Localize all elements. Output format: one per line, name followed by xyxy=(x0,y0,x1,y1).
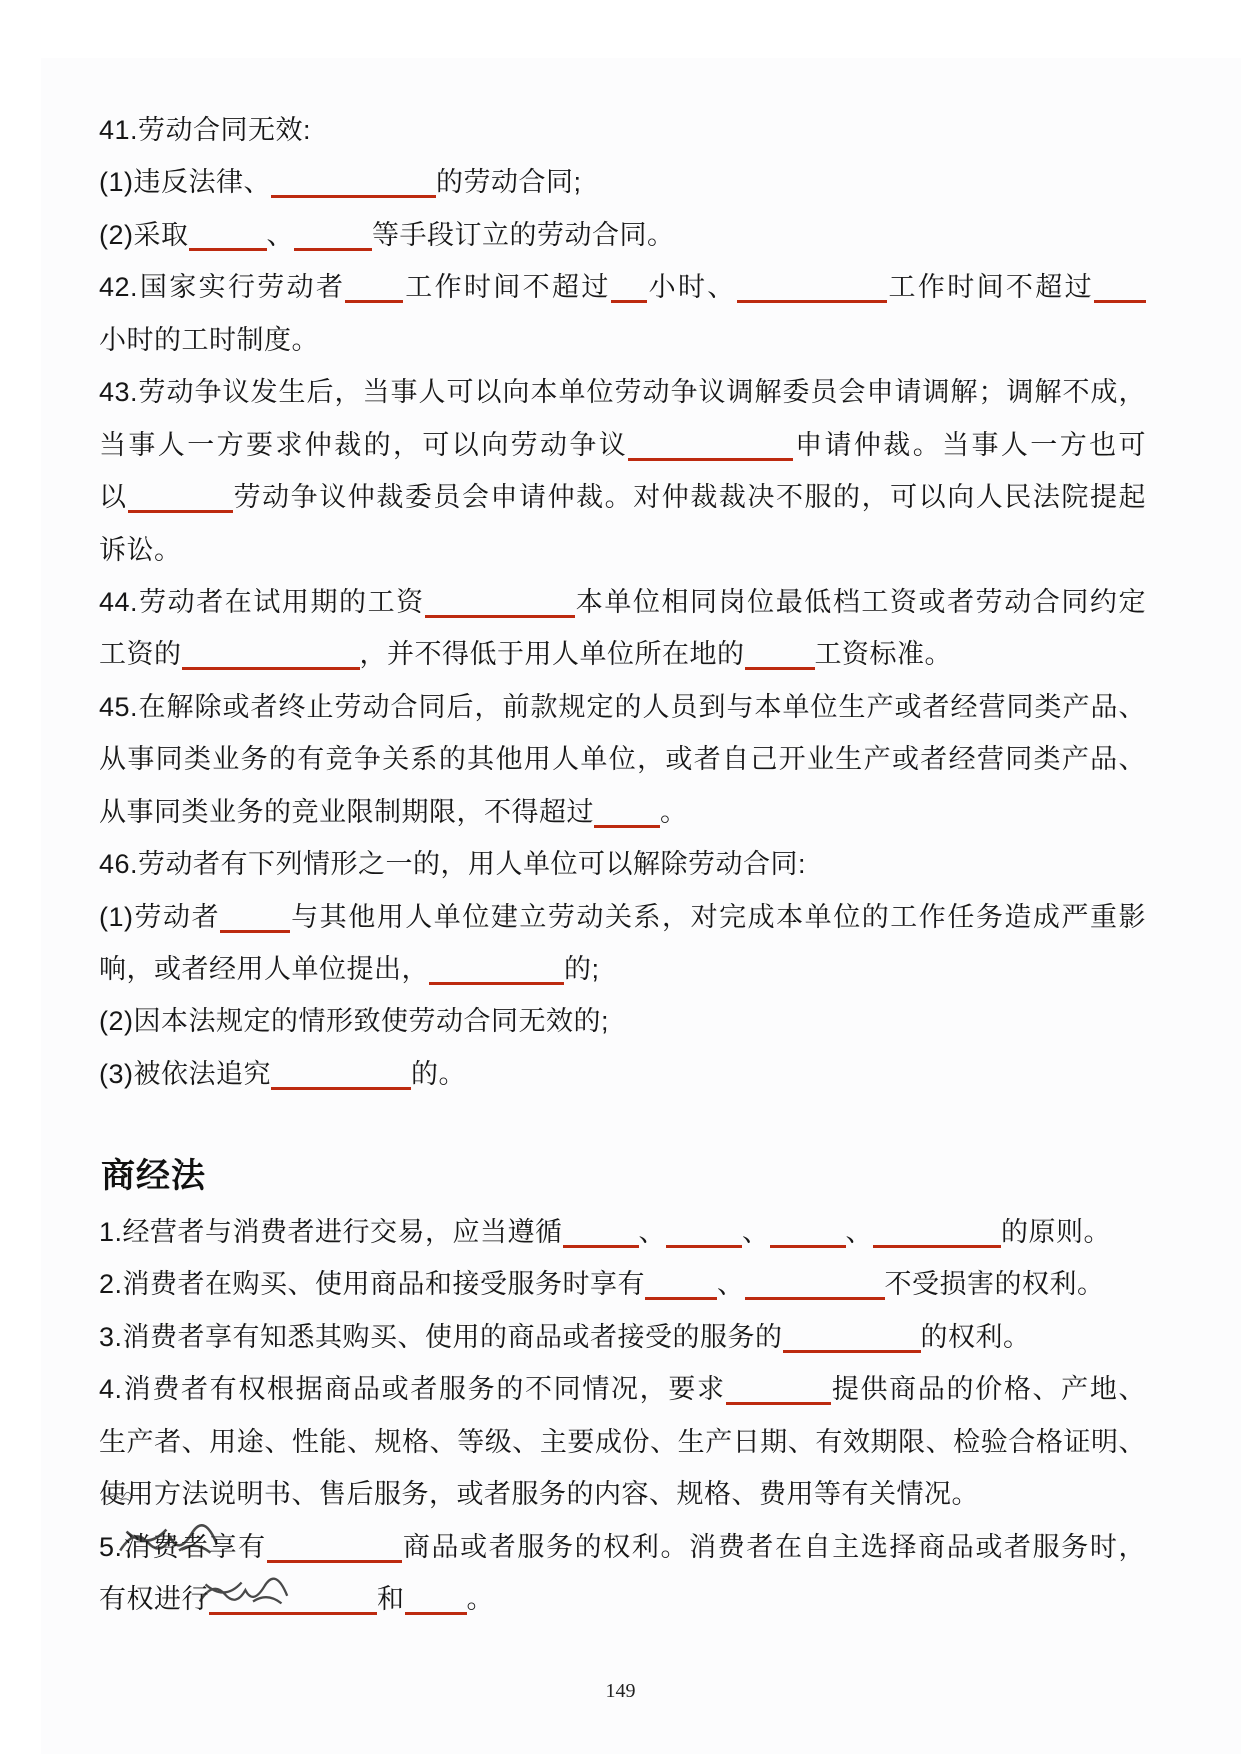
blank-underline xyxy=(873,1225,1001,1248)
text-line xyxy=(99,838,1146,890)
text-run: (2)采取 xyxy=(99,219,189,250)
text-run: 、 xyxy=(266,219,294,250)
blank-underline xyxy=(294,228,372,251)
text-line xyxy=(99,419,1146,471)
text-run: 与其他用人单位建立劳动关系，对完成本单位的工作任务造成严重影 xyxy=(290,901,1147,932)
text-line xyxy=(99,524,1146,576)
text-line xyxy=(99,786,1146,838)
text-run: (2)因本法规定的情形致使劳动合同无效的; xyxy=(99,1006,609,1037)
text-line xyxy=(99,471,1146,523)
text-line xyxy=(99,628,1146,680)
text-run: 4.消费者有权根据商品或者服务的不同情况，要求 xyxy=(99,1374,726,1405)
text-run: 小时的工时制度。 xyxy=(99,324,319,355)
text-run: 申请仲裁。当事人一方也可 xyxy=(793,429,1147,460)
blank-underline xyxy=(594,805,660,828)
text-run: 和 xyxy=(377,1584,405,1615)
text-run: 、 xyxy=(638,1217,667,1247)
text-line xyxy=(99,1048,1146,1100)
text-line xyxy=(99,891,1146,943)
text-line xyxy=(99,1311,1146,1363)
text-run: (1)违反法律、 xyxy=(99,167,271,198)
text-line xyxy=(99,366,1146,418)
text-run: 从事同类业务的竞业限制期限，不得超过 xyxy=(99,796,594,827)
blank-underline xyxy=(271,175,436,198)
blank-underline xyxy=(745,1277,885,1300)
text-run: 42.国家实行劳动者 xyxy=(99,272,346,303)
text-run: 诉讼。 xyxy=(99,534,182,565)
text-line xyxy=(99,576,1146,628)
blank-underline xyxy=(405,1592,467,1615)
text-run: 工资的 xyxy=(99,639,182,670)
text-line xyxy=(99,1573,1146,1625)
text-line xyxy=(99,314,1146,366)
blank-underline xyxy=(745,647,815,670)
text-run: 生产者、用途、性能、规格、等级、主要成份、生产日期、有效期限、检验合格证明、 xyxy=(99,1426,1146,1457)
blank-underline xyxy=(345,280,403,303)
text-line xyxy=(99,1363,1146,1415)
text-run: 的; xyxy=(564,954,600,984)
text-run: 1.经营者与消费者进行交易，应当遵循 xyxy=(99,1217,563,1247)
text-line xyxy=(99,261,1146,313)
text-run: 工作时间不超过 xyxy=(886,272,1094,303)
text-run: 的。 xyxy=(411,1058,466,1089)
blank-underline xyxy=(628,438,793,461)
text-line xyxy=(99,1416,1146,1468)
blank-underline xyxy=(666,1225,742,1248)
text-run: (3)被依法追究 xyxy=(99,1058,271,1089)
text-run: 5.消费者享有 xyxy=(99,1531,267,1562)
blank-underline xyxy=(783,1330,921,1353)
text-run: 、 xyxy=(742,1217,770,1247)
text-line xyxy=(99,1468,1146,1520)
text-run: 的权利。 xyxy=(920,1321,1031,1352)
blank-underline xyxy=(128,490,233,513)
text-line xyxy=(99,995,1146,1047)
text-line xyxy=(99,156,1146,208)
text-run: 劳动争议仲裁委员会申请仲裁。对仲裁裁决不服的，可以向人民法院提起 xyxy=(232,482,1146,513)
blank-underline xyxy=(770,1225,846,1248)
text-line xyxy=(99,943,1146,995)
text-run: 不受损害的权利。 xyxy=(884,1269,1105,1300)
text-line xyxy=(99,104,1146,156)
text-run: 当事人一方要求仲裁的，可以向劳动争议 xyxy=(99,429,629,460)
blank-underline xyxy=(645,1277,717,1300)
text-run: 有权进行 xyxy=(99,1584,209,1615)
text-run: ，并不得低于用人单位所在地的 xyxy=(359,639,745,670)
text-run: 46.劳动者有下列情形之一的，用人单位可以解除劳动合同: xyxy=(99,849,807,880)
blank-underline xyxy=(425,595,575,618)
text-run: 本单位相同岗位最低档工资或者劳动合同约定 xyxy=(574,586,1146,617)
text-run: 41.劳动合同无效: xyxy=(99,115,312,145)
text-run: 商品或者服务的权利。消费者在自主选择商品或者服务时， xyxy=(401,1531,1146,1562)
blank-underline xyxy=(563,1225,639,1248)
text-run: 的原则。 xyxy=(1001,1217,1112,1247)
blank-underline xyxy=(611,280,647,303)
text-run: 工作时间不超过 xyxy=(403,272,611,303)
text-run: 2.消费者在购买、使用商品和接受服务时享有 xyxy=(99,1269,646,1300)
text-run: 以 xyxy=(99,482,128,513)
blank-underline xyxy=(1094,280,1146,303)
text-run: 43.劳动争议发生后，当事人可以向本单位劳动争议调解委员会申请调解；调解不成， xyxy=(99,377,1146,408)
labor-law-questions-section xyxy=(99,104,1146,1100)
text-run: 的劳动合同; xyxy=(436,167,582,198)
text-run: 45.在解除或者终止劳动合同后，前款规定的人员到与本单位生产或者经营同类产品、 xyxy=(99,691,1146,722)
text-line xyxy=(99,1258,1146,1310)
text-line xyxy=(99,1206,1146,1258)
text-run: 小时、 xyxy=(646,272,737,303)
text-run: 、 xyxy=(717,1269,745,1300)
text-run: 。 xyxy=(660,796,688,827)
blank-underline xyxy=(189,228,267,251)
text-run: 等手段订立的劳动合同。 xyxy=(372,219,675,250)
text-run: 3.消费者享有知悉其购买、使用的商品或者接受的服务的 xyxy=(99,1321,783,1352)
text-run: 工资标准。 xyxy=(814,639,952,670)
text-run: 。 xyxy=(466,1584,494,1615)
blank-underline xyxy=(429,962,564,985)
text-line xyxy=(99,1521,1146,1573)
text-run: 从事同类业务的有竞争关系的其他用人单位，或者自己开业生产或者经营同类产品、 xyxy=(99,744,1146,775)
text-line xyxy=(99,209,1146,261)
blank-underline xyxy=(182,647,360,670)
text-run: 、 xyxy=(845,1217,874,1247)
text-run: 响，或者经用人单位提出， xyxy=(99,954,429,984)
page-number: 149 xyxy=(605,1680,636,1702)
blank-underline xyxy=(220,910,290,933)
section-heading-commercial-law: 商经法 xyxy=(101,1157,206,1195)
text-run: 提供商品的价格、产地、 xyxy=(830,1374,1146,1405)
text-run: 使用方法说明书、售后服务，或者服务的内容、规格、费用等有关情况。 xyxy=(99,1479,979,1510)
text-line xyxy=(99,733,1146,785)
text-run: 44.劳动者在试用期的工资 xyxy=(99,586,425,617)
blank-underline xyxy=(737,280,887,303)
blank-underline xyxy=(209,1592,377,1615)
text-line xyxy=(99,681,1146,733)
blank-underline xyxy=(267,1540,402,1563)
commercial-law-questions-section xyxy=(99,1206,1146,1626)
blank-underline xyxy=(726,1382,831,1405)
blank-underline xyxy=(271,1067,411,1090)
text-run: (1)劳动者 xyxy=(99,901,221,932)
